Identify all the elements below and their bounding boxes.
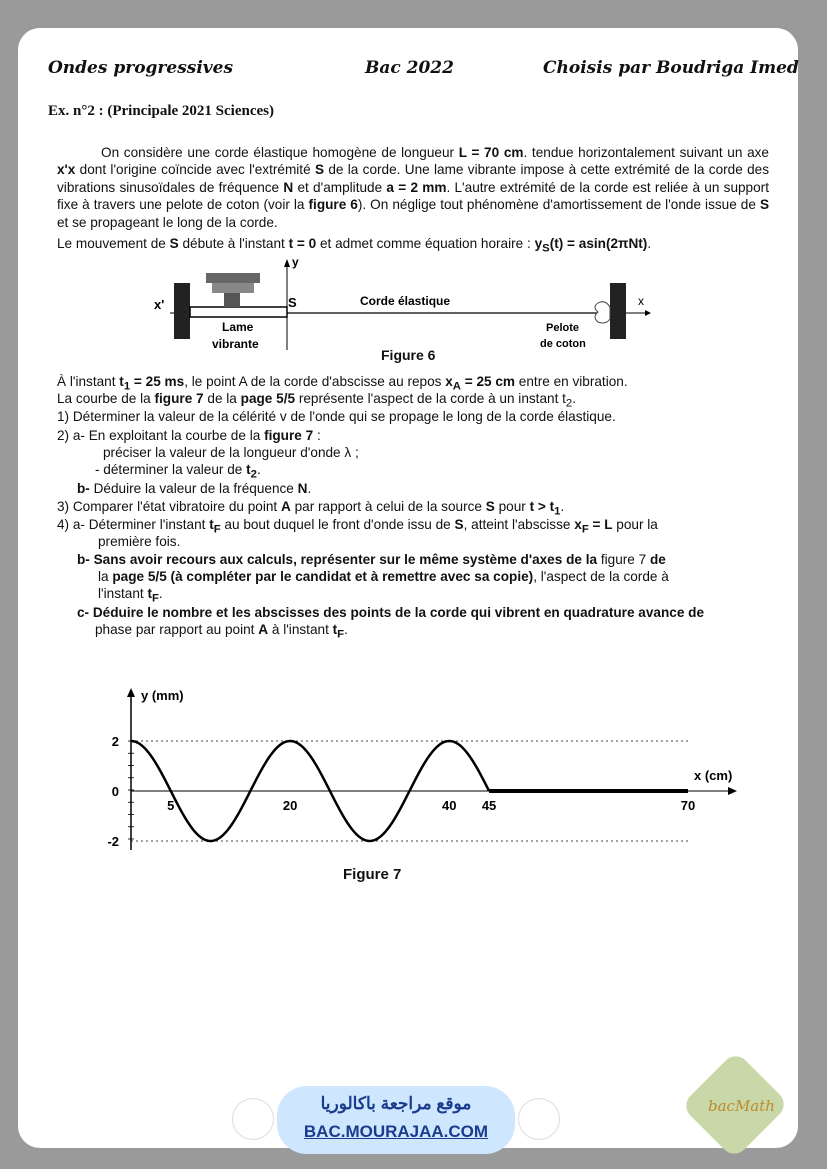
vibrator-top [206,273,260,283]
label-x: x [638,294,644,308]
vibrator-middle [212,283,254,293]
y-tick-label-0: 0 [111,784,119,799]
figure-7-caption: Figure 7 [343,866,402,883]
vibrator-stem [224,293,240,307]
footer-banner[interactable] [277,1086,515,1154]
question-4b-cont: la page 5/5 (à compléter par le candidat et à remettre avec sa copie), l'aspect de la corde à [98,569,669,584]
question-2a: 2) a- En exploitant la courbe de la figure 7 : [57,428,321,443]
exercise-title: Ex. n°2 : (Principale 2021 Sciences) [48,103,274,119]
x-tick-label-45: 45 [481,798,497,813]
question-4c-cont: phase par rapport au point A à l'instant $t_F$. [95,622,348,641]
header-left: Ondes progressives [48,58,234,78]
x-tick-label-20: 20 [282,798,298,813]
right-support [610,283,626,339]
label-lame: Lame [222,320,254,334]
label-y: y [292,255,299,269]
footer-url-link[interactable]: BAC.MOURAJAA.COM [303,1122,489,1141]
header-right: Choisis par Boudriga Imed [543,58,799,78]
x-tick-label-5: 5 [167,798,175,813]
vibrating-blade [190,307,287,317]
intro-paragraph: On considère une corde élastique homogène de longueur L = 70 cm. tendue horizontalement suivant un axe x'x dont l'origine coïncide avec l'extrémité S de la corde. Une lame vibrante impose à cette extrémité de la corde des vibrations sinusoïdales de fréquence N et d'amplitude a = 2 mm. L'autre extrémité de la corde est reliée à un support fixe à travers une pelote de coton (voir la figure 6). On néglige tout phénomène d'amortissement de l'onde issue de S et se propageant le long de la corde. [57,145,770,230]
bacmath-logo-text: bacMath [708,1097,775,1115]
x-tick-label-40: 40 [442,798,457,813]
intro-equation-line: Le mouvement de S débute à l'instant t = 0 et admet comme équation horaire : $y_S(t) = asin(2\pi Nt)$. [57,236,652,255]
label-vibrante: vibrante [212,337,259,351]
y-axis-label: y (mm) [141,688,184,703]
question-4a-cont: première fois. [98,534,181,549]
header-center: Bac 2022 [365,58,454,78]
question-4a: 4) a- Déterminer l'instant $t_F$ au bout duquel le front d'onde issu de S, atteint l'abscisse $x_F = L$ pour la [57,517,658,536]
question-2a-i: préciser la valeur de la longueur d'onde λ ; [103,445,359,460]
figure-6-caption: Figure 6 [381,347,436,363]
y-axis-arrow [127,688,135,697]
figure-7-chart [100,685,740,855]
footer-arabic-title: موقع مراجعة باكالوريا [320,1094,472,1113]
y-tick-label--2: -2 [107,834,119,849]
footer-logo-left [232,1098,274,1140]
question-4b-cont2: l'instant $t_F$. [98,586,163,605]
question-2b: b- Déduire la valeur de la fréquence N. [77,481,312,496]
label-corde: Corde élastique [360,294,451,308]
label-coton: de coton [540,338,586,350]
left-support [174,283,190,339]
question-4c: c- Déduire le nombre et les abscisses des points de la corde qui vibrent en quadrature avance de [77,605,705,620]
label-xprime: x' [154,297,165,312]
x-tick-label-70: 70 [680,798,696,813]
question-3: 3) Comparer l'état vibratoire du point A par rapport à celui de la source S pour $t > t_1$. [57,499,565,518]
cotton-ball [595,302,610,323]
x-axis-label: x (cm) [694,768,733,783]
label-pelote: Pelote [546,322,580,334]
x-axis-arrow [728,787,737,795]
y-tick-label-2: 2 [111,734,119,749]
question-2a-ii: - déterminer la valeur de $t_2$. [95,462,261,481]
label-s: S [288,295,297,310]
footer-logo-right [518,1098,560,1140]
question-4b: b- Sans avoir recours aux calculs, représenter sur le même système d'axes de la figure 7 de [77,552,666,567]
body-line-1: À l'instant $t_1 = 25$ ms, le point A de la corde d'abscisse au repos $x_A = 25$ cm entre en vibration. [57,374,628,393]
body-line-2: La courbe de la figure 7 de la page 5/5 représente l'aspect de la corde à un instant $t_2$. [57,391,577,410]
question-1: 1) Déterminer la valeur de la célérité v de l'onde qui se propage le long de la corde élastique. [57,409,616,424]
